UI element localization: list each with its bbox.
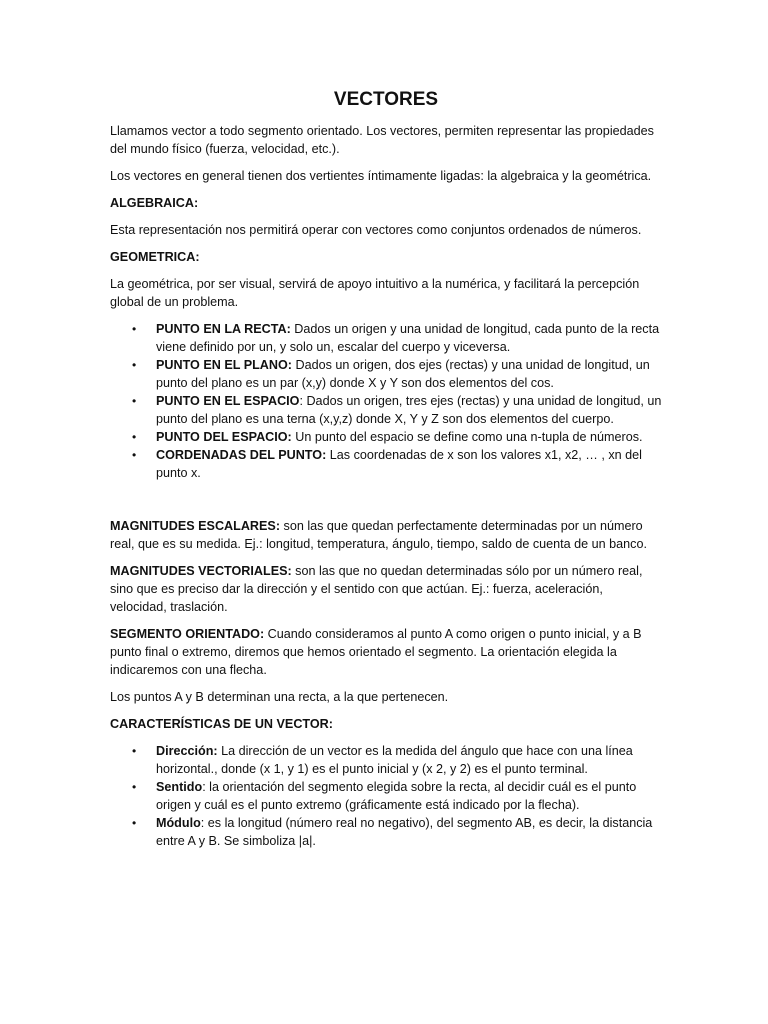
puntos-paragraph: Los puntos A y B determinan una recta, a la que pertenecen. <box>110 690 449 704</box>
intro-paragraph-2: Los vectores en general tienen dos vertientes íntimamente ligadas: la algebraica y la geométrica. <box>110 169 652 183</box>
bullet-icon: • <box>132 322 137 336</box>
definition-text: son las que no quedan determinadas sólo por un número real, sino que es preciso dar la dirección y el sentido con que actúan. Ej.: fuerza, aceleración, velocidad, traslación. <box>110 564 643 614</box>
page-title: VECTORES <box>333 89 439 110</box>
algebraica-heading: ALGEBRAICA: <box>110 196 199 210</box>
definition-magnitudes-escalares <box>110 517 662 553</box>
algebraica-paragraph: Esta representación nos permitirá operar con vectores como conjuntos ordenados de números. <box>110 223 642 237</box>
item-term: PUNTO DEL ESPACIO: <box>156 430 292 444</box>
bullet-icon: • <box>132 780 137 794</box>
intro-paragraph-1: Llamamos vector a todo segmento orientado. Los vectores, permiten representar las propiedades del mundo físico (fuerza, velocidad, etc.). <box>110 124 654 156</box>
item-text: : la orientación del segmento elegida sobre la recta, al decidir cuál es el punto origen y cuál es el punto extremo (gráficamente está indicado por la flecha). <box>156 780 637 812</box>
item-term: Sentido <box>156 780 203 794</box>
definition-text: son las que quedan perfectamente determinadas por un número real, que es su medida. Ej.: longitud, temperatura, ángulo, tiempo, saldo de cuenta de un banco. <box>110 519 647 551</box>
geometrica-paragraph: La geométrica, por ser visual, servirá de apoyo intuitivo a la numérica, y facilitará la percepción global de un problema. <box>110 277 640 309</box>
definition-text: Cuando consideramos al punto A como origen o punto inicial, y a B punto final o extremo, diremos que hemos orientado el segmento. La orientación elegida la indicaremos con una flecha. <box>110 627 642 677</box>
document-body <box>110 88 662 859</box>
item-term: CORDENADAS DEL PUNTO: <box>156 448 327 462</box>
definition-term: MAGNITUDES VECTORIALES: <box>110 564 292 578</box>
list-item-sentido <box>110 778 662 814</box>
item-text: Las coordenadas de x son los valores x1, x2, … , xn del punto x. <box>156 448 642 480</box>
geometrica-heading: GEOMETRICA: <box>110 250 200 264</box>
item-text: Un punto del espacio se define como una n-tupla de números. <box>291 430 643 444</box>
list-item-punto-espacio <box>110 392 662 428</box>
geometrica-list <box>110 320 662 482</box>
bullet-icon: • <box>132 448 137 462</box>
spacer <box>110 491 662 517</box>
caracteristicas-heading: CARACTERÍSTICAS DE UN VECTOR: <box>110 717 333 731</box>
item-text: : Dados un origen, tres ejes (rectas) y una unidad de longitud, un punto del plano es una terna (x,y,z) donde X, Y y Z son dos elementos del cuerpo. <box>156 394 662 426</box>
list-item-direccion <box>110 742 662 778</box>
item-text: Dados un origen, dos ejes (rectas) y una unidad de longitud, un punto del plano es un par (x,y) donde X y Y son dos elementos del cos. <box>156 358 650 390</box>
bullet-icon: • <box>132 816 137 830</box>
item-text: : es la longitud (número real no negativo), del segmento AB, es decir, la distancia entre A y B. Se simboliza |a|. <box>156 816 653 848</box>
bullet-icon: • <box>132 358 137 372</box>
definition-magnitudes-vectoriales <box>110 562 662 616</box>
item-term: Módulo <box>156 816 201 830</box>
item-text: Dados un origen y una unidad de longitud, cada punto de la recta viene definido por un, y solo un, escalar del cuerpo y viceversa. <box>156 322 660 354</box>
definition-term: SEGMENTO ORIENTADO: <box>110 627 265 641</box>
definition-term: MAGNITUDES ESCALARES: <box>110 519 281 533</box>
bullet-icon: • <box>132 394 137 408</box>
list-item-punto-plano <box>110 356 662 392</box>
list-item-modulo <box>110 814 662 850</box>
definition-segmento-orientado <box>110 625 662 679</box>
item-term: PUNTO EN EL ESPACIO <box>156 394 300 408</box>
bullet-icon: • <box>132 430 137 444</box>
item-term: PUNTO EN LA RECTA: <box>156 322 291 336</box>
item-term: Dirección: <box>156 744 218 758</box>
bullet-icon: • <box>132 744 137 758</box>
item-term: PUNTO EN EL PLANO: <box>156 358 292 372</box>
list-item-cordenadas <box>110 446 662 482</box>
item-text: La dirección de un vector es la medida del ángulo que hace con una línea horizontal., donde (x 1, y 1) es el punto inicial y (x 2, y 2) es el punto terminal. <box>156 744 633 776</box>
list-item-punto-recta <box>110 320 662 356</box>
list-item-punto-del-espacio <box>110 428 662 446</box>
caracteristicas-list <box>110 742 662 850</box>
